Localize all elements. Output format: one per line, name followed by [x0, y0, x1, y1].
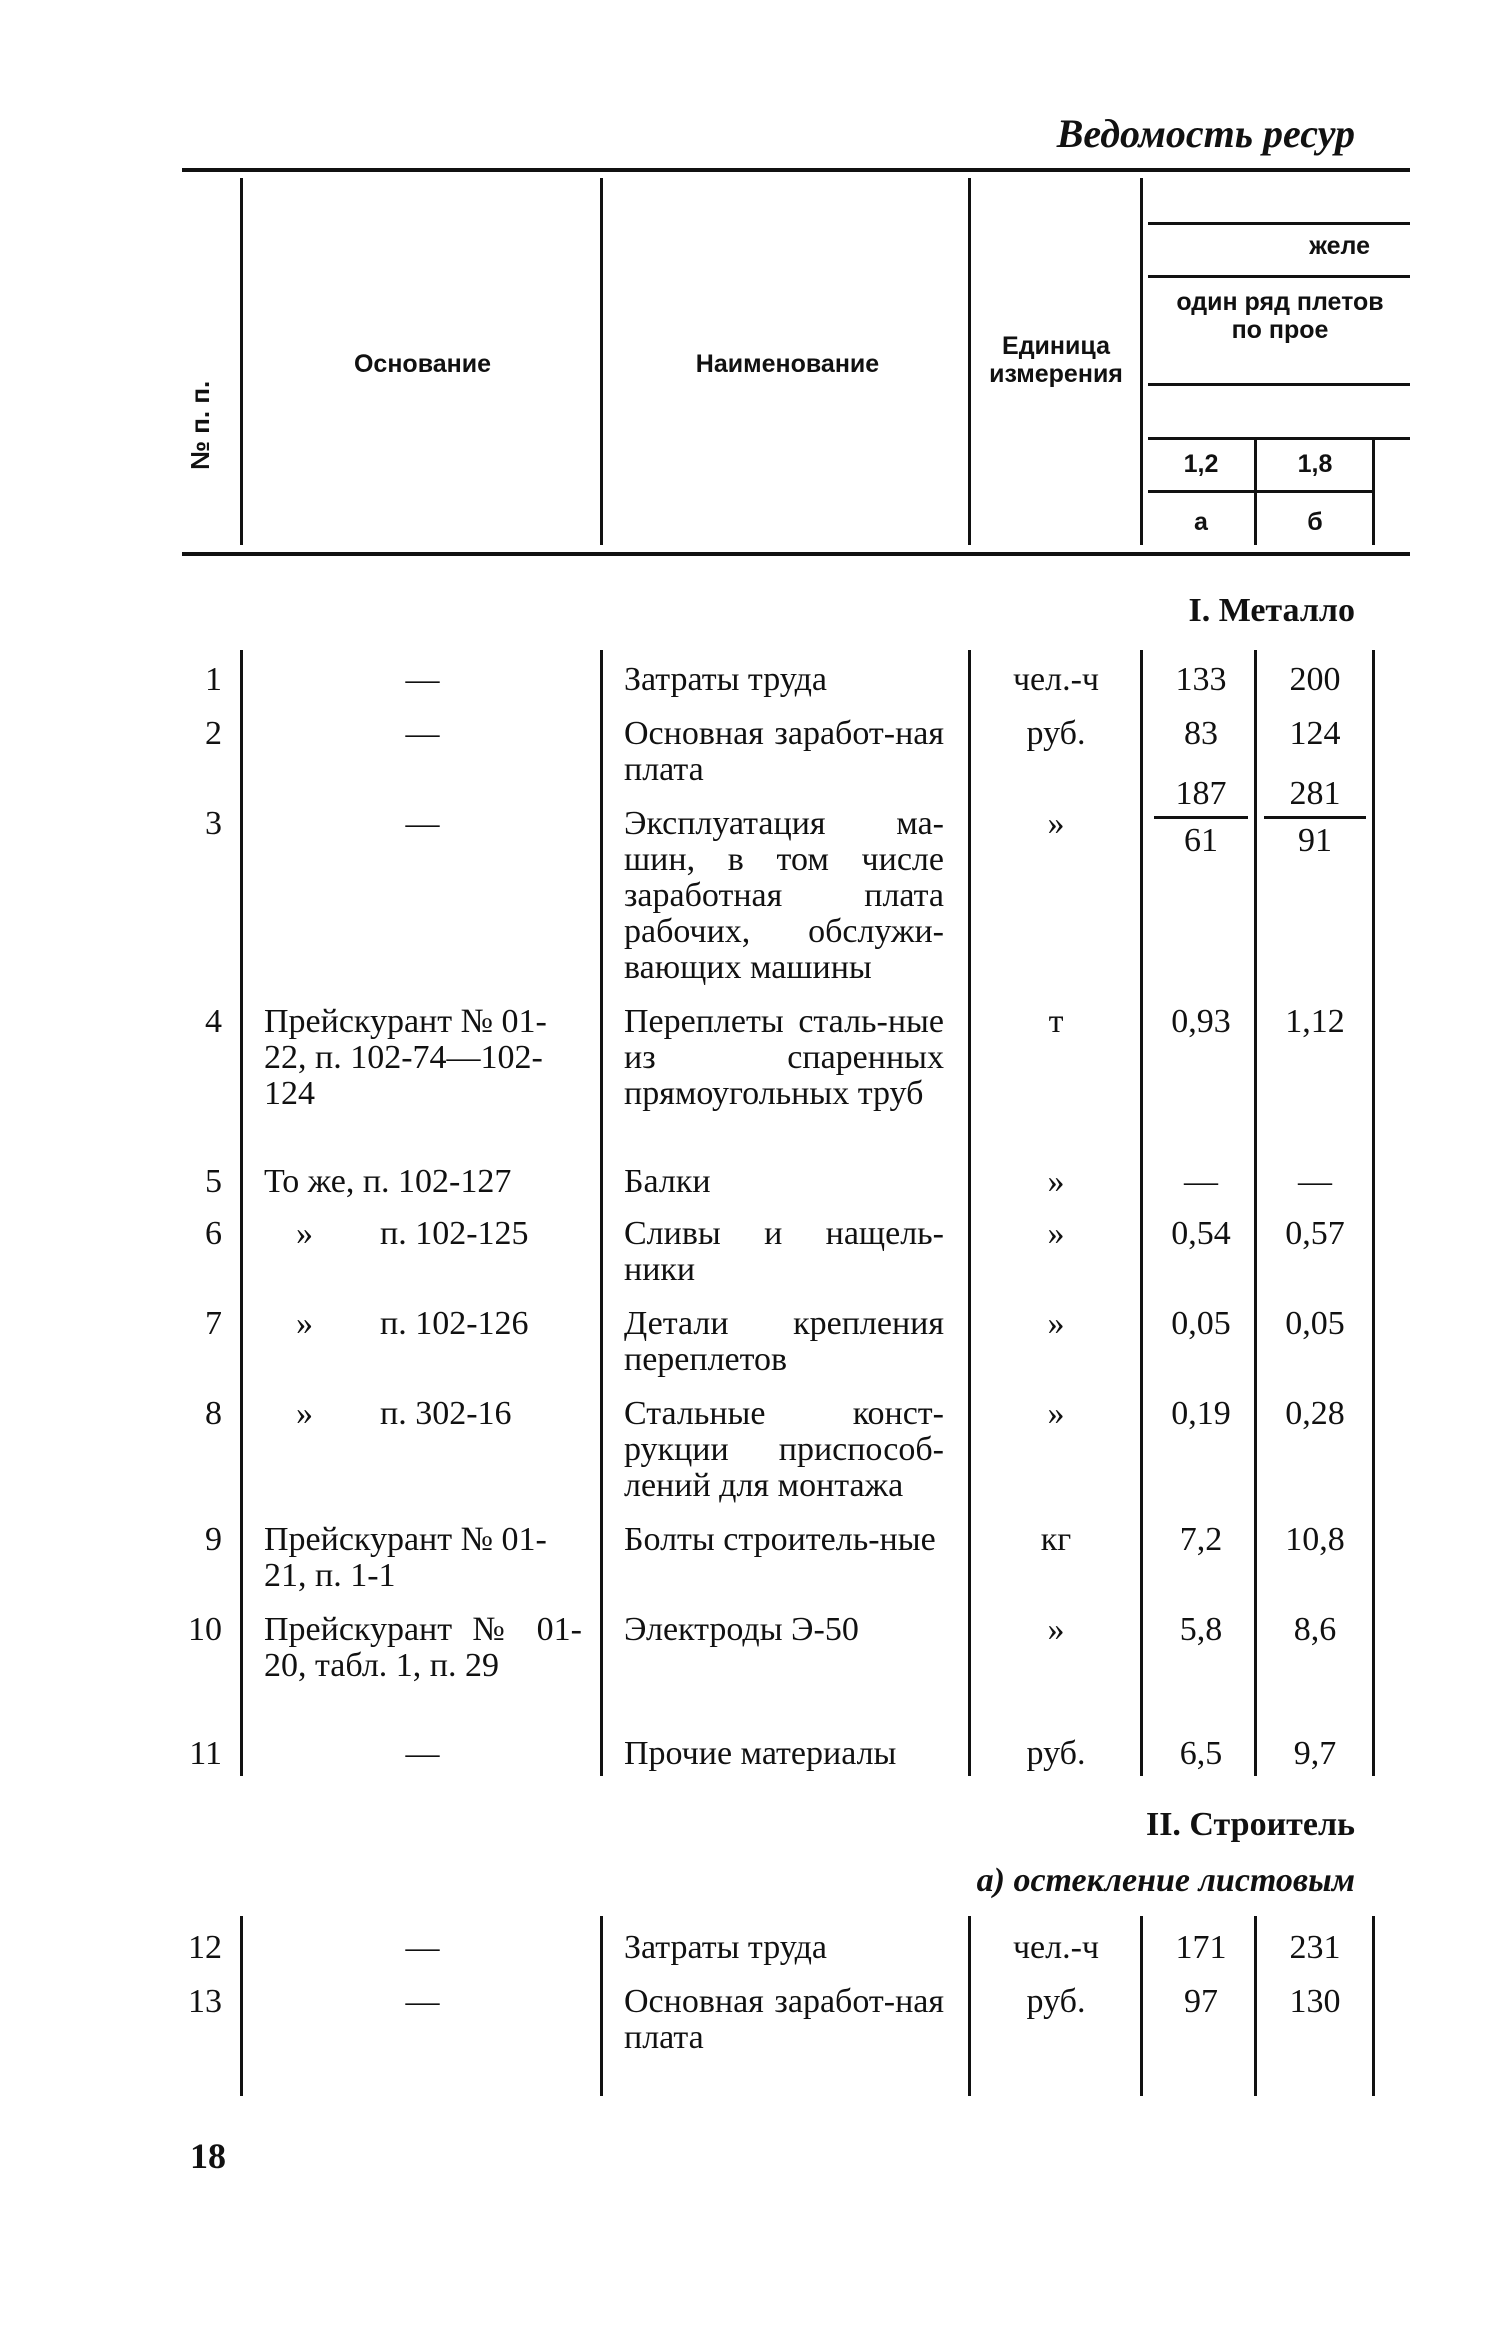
row-number: 10	[188, 1611, 222, 1648]
row-unit: чел.-ч	[1012, 661, 1100, 698]
size-label-a: 1,2	[1183, 450, 1219, 478]
row-value-b: 0,57	[1285, 1215, 1345, 1252]
row-value-b: 8,6	[1293, 1611, 1337, 1648]
row-value-a: 0,05	[1171, 1305, 1231, 1342]
column-group-header: желе	[1309, 232, 1370, 260]
row-name: Электроды Э-50	[624, 1611, 859, 1648]
row-number: 9	[205, 1521, 222, 1558]
row-number: 12	[188, 1929, 222, 1966]
row-value-b-fraction	[1258, 776, 1372, 859]
row-number: 4	[205, 1003, 222, 1040]
row-value-a: 0,19	[1171, 1395, 1231, 1432]
row-value-b: 10,8	[1285, 1521, 1345, 1558]
row-unit: кг	[1040, 1521, 1072, 1558]
body-divider	[1372, 1916, 1375, 2096]
row-number: 7	[205, 1305, 222, 1342]
page-number: 18	[190, 2136, 226, 2176]
fraction-denominator: 61	[1184, 822, 1218, 859]
row-basis: п. 302-16	[380, 1395, 512, 1432]
row-basis: —	[405, 715, 440, 752]
row-basis: —	[405, 805, 440, 842]
header-divider	[1140, 178, 1143, 545]
fraction-bar	[1264, 816, 1366, 819]
row-unit: руб.	[1026, 1735, 1086, 1772]
column-letter-b: б	[1307, 508, 1323, 536]
row-value-a: 133	[1175, 661, 1227, 698]
row-unit: »	[1047, 1215, 1065, 1252]
column-subgroup-header: один ряд плетов по прое	[1176, 288, 1384, 344]
row-value-a: 5,8	[1179, 1611, 1223, 1648]
body-divider	[600, 1916, 603, 2096]
row-number: 11	[189, 1735, 222, 1772]
header-subrule	[1148, 383, 1410, 386]
row-unit: руб.	[1026, 1983, 1086, 2020]
subsection-heading: а) остекление листовым	[976, 1862, 1355, 1899]
row-value-a-fraction	[1148, 776, 1254, 859]
row-value-a: 7,2	[1179, 1521, 1223, 1558]
row-unit: чел.-ч	[1012, 1929, 1100, 1966]
row-value-a: —	[1184, 1163, 1218, 1200]
row-name: Болты строитель-ные	[624, 1521, 936, 1558]
header-top-rule	[182, 168, 1410, 172]
body-divider	[1254, 1916, 1257, 2096]
row-basis: п. 102-126	[380, 1305, 529, 1342]
fraction-numerator: 187	[1175, 775, 1227, 812]
header-divider	[968, 178, 971, 545]
body-divider	[1254, 650, 1257, 1776]
row-value-a: 6,5	[1179, 1735, 1223, 1772]
row-value-a: 97	[1184, 1983, 1218, 2020]
header-bottom-rule	[182, 552, 1410, 556]
row-name: Эксплуатация ма-шин, в том числе заработная плата рабочих, обслужи-вающих машины	[624, 805, 944, 986]
row-value-b: 9,7	[1293, 1735, 1337, 1772]
row-name: Основная заработ-ная плата	[624, 715, 944, 788]
row-value-b: 130	[1289, 1983, 1341, 2020]
row-name: Основная заработ-ная плата	[624, 1983, 944, 2056]
row-value-b: —	[1298, 1163, 1332, 1200]
row-unit: »	[1047, 1163, 1065, 1200]
row-basis-ditto-mark: »	[296, 1215, 313, 1252]
row-value-a: 83	[1184, 715, 1218, 752]
row-name: Детали крепления переплетов	[624, 1305, 944, 1378]
row-basis: п. 102-125	[380, 1215, 529, 1252]
row-number: 2	[205, 715, 222, 752]
row-name: Прочие материалы	[624, 1735, 897, 1772]
row-basis-ditto-mark: »	[296, 1395, 313, 1432]
row-unit: »	[1047, 1305, 1065, 1342]
section-heading: II. Строитель	[1145, 1806, 1355, 1843]
fraction-bar	[1154, 816, 1248, 819]
row-basis: Прейскурант № 01-20, табл. 1, п. 29	[264, 1611, 582, 1684]
row-value-a: 0,54	[1171, 1215, 1231, 1252]
header-divider	[240, 178, 243, 545]
header-subrule	[1148, 222, 1410, 225]
column-header-np: № п. п.	[185, 380, 215, 470]
row-basis: Прейскурант № 01-22, п. 102-74—102-124	[264, 1003, 547, 1112]
row-value-b: 200	[1289, 661, 1341, 698]
row-name: Затраты труда	[624, 1929, 828, 1966]
row-unit: руб.	[1026, 715, 1086, 752]
body-divider	[1372, 650, 1375, 1776]
row-number: 13	[188, 1983, 222, 2020]
row-unit: »	[1047, 1395, 1065, 1432]
column-header-name: Наименование	[695, 350, 880, 378]
row-value-b: 0,05	[1285, 1305, 1345, 1342]
row-unit: »	[1047, 805, 1065, 842]
fraction-numerator: 281	[1289, 775, 1341, 812]
section-heading: I. Металло	[1188, 592, 1355, 629]
row-name: Стальные конст-рукции приспособ-лений для монтажа	[624, 1395, 944, 1504]
body-divider	[600, 650, 603, 1776]
body-divider	[1140, 650, 1143, 1776]
column-header-unit: Единица измерения	[989, 332, 1123, 388]
fraction-denominator: 91	[1298, 822, 1332, 859]
row-value-a: 0,93	[1171, 1003, 1231, 1040]
column-header-basis: Основание	[353, 350, 492, 378]
row-basis: —	[405, 1983, 440, 2020]
body-divider	[240, 650, 243, 1776]
header-subrule	[1148, 490, 1374, 493]
column-letter-a: а	[1194, 508, 1208, 536]
row-name: Балки	[624, 1163, 711, 1200]
row-name: Сливы и нащель-ники	[624, 1215, 944, 1288]
row-unit: »	[1047, 1611, 1065, 1648]
header-divider	[600, 178, 603, 545]
row-basis: —	[405, 661, 440, 698]
row-basis: Прейскурант № 01-21, п. 1-1	[264, 1521, 547, 1594]
page-title: Ведомость ресур	[1056, 111, 1355, 156]
row-unit: т	[1048, 1003, 1064, 1040]
row-value-a: 171	[1175, 1929, 1227, 1966]
body-divider	[968, 1916, 971, 2096]
row-name: Затраты труда	[624, 661, 828, 698]
row-number: 5	[205, 1163, 222, 1200]
row-number: 1	[205, 661, 222, 698]
header-subrule	[1148, 275, 1410, 278]
body-divider	[968, 650, 971, 1776]
row-value-b: 0,28	[1285, 1395, 1345, 1432]
row-number: 3	[205, 805, 222, 842]
row-number: 8	[205, 1395, 222, 1432]
row-name: Переплеты сталь-ные из спаренных прямоугольных труб	[624, 1003, 944, 1112]
row-basis: —	[405, 1929, 440, 1966]
header-subrule	[1148, 437, 1410, 440]
body-divider	[1140, 1916, 1143, 2096]
row-basis: —	[405, 1735, 440, 1772]
row-value-b: 231	[1289, 1929, 1341, 1966]
row-basis-ditto-mark: »	[296, 1305, 313, 1342]
row-number: 6	[205, 1215, 222, 1252]
row-value-b: 124	[1289, 715, 1341, 752]
row-value-b: 1,12	[1285, 1003, 1345, 1040]
body-divider	[240, 1916, 243, 2096]
size-label-b: 1,8	[1297, 450, 1333, 478]
row-basis: То же, п. 102-127	[264, 1163, 512, 1200]
